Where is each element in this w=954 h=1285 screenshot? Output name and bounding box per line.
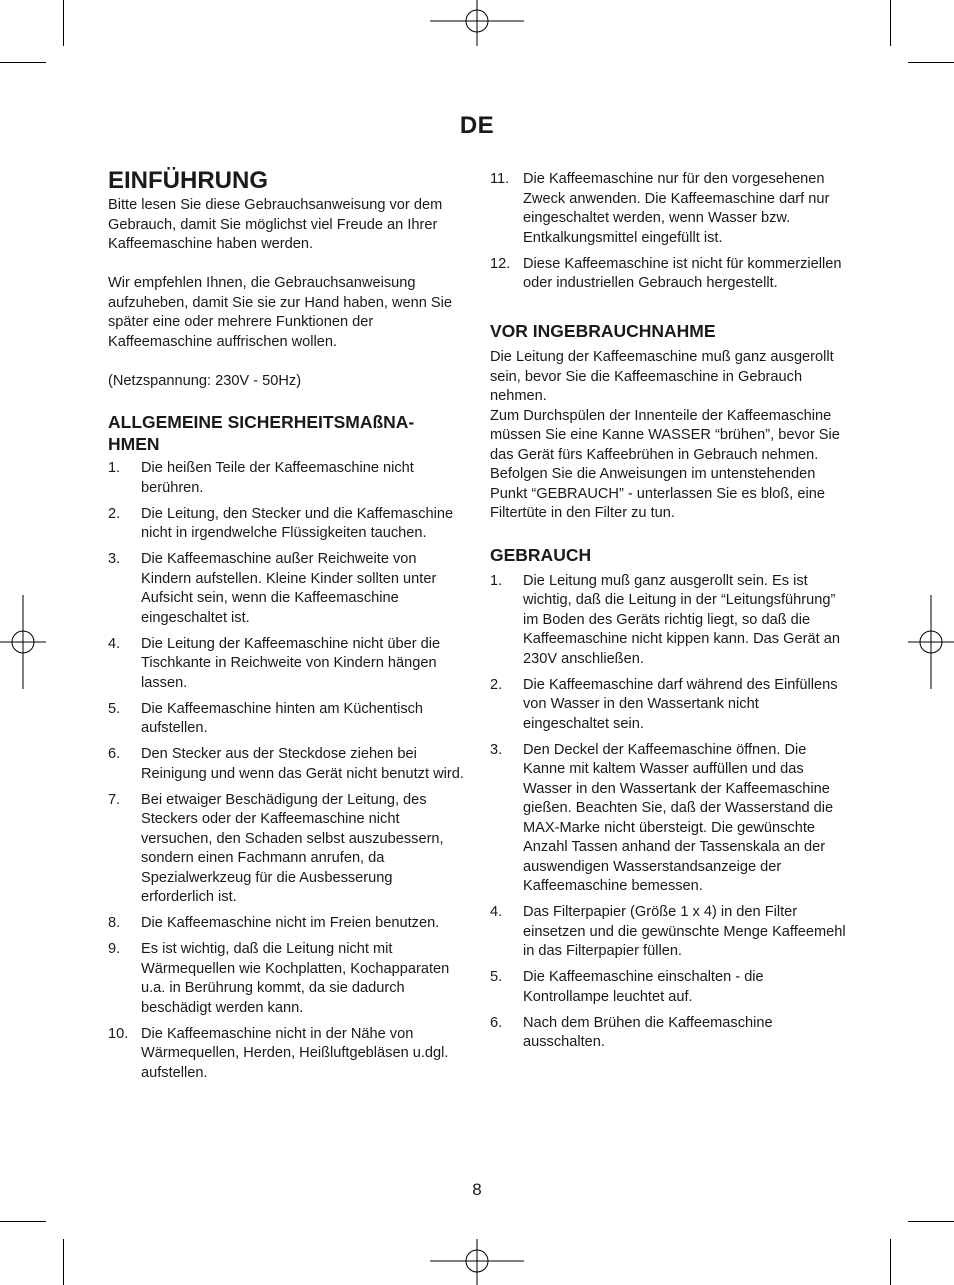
- list-item: 10. Die Kaffeemaschine nicht in der Nähe von Wärmequellen, Herden, Heißluftgebläsen u.dgl. aufstellen.: [108, 1025, 449, 1081]
- list-item: 9. Es ist wichtig, daß die Leitung nicht mit Wärmequellen wie Kochplatten, Kochapparaten u.a. in Berührung kommt, da sie dadurch beschädigt werden kann.: [108, 941, 450, 1016]
- right-column: [490, 170, 846, 1059]
- registration-mark-left: [0, 595, 46, 689]
- usage-list: [490, 572, 846, 1053]
- crop-mark: [890, 0, 891, 46]
- list-item: 5. Die Kaffeemaschine einschalten - die Kontrollampe leuchtet auf.: [490, 969, 764, 1005]
- left-column: [108, 166, 464, 1090]
- list-item: 1. Die Leitung muß ganz ausgerollt sein. Es ist wichtig, daß die Leitung in der “Leitungsführung” im Boden des Geräts richtig liegt, so daß die Kaffeemaschine nicht kippen kann. Das Gerät an 230V anschließen.: [490, 572, 840, 667]
- list-item: 11. Die Kaffeemaschine nur für den vorgesehenen Zweck anwenden. Die Kaffeemaschine darf nur eingeschaltet werden, wenn Wasser bzw. Entkalkungsmittel eingefüllt ist.: [490, 171, 830, 246]
- crop-mark: [890, 1239, 891, 1285]
- intro-paragraph: Bitte lesen Sie diese Gebrauchsanweisung vor dem Gebrauch, damit Sie möglichst viel Freude an Ihrer Kaffeemaschine haben werden.: [108, 197, 443, 252]
- before-use-heading: VOR INGEBRAUCHNAHME: [490, 321, 716, 341]
- crop-mark: [0, 1221, 46, 1222]
- voltage-note: (Netzspannung: 230V - 50Hz): [108, 372, 302, 389]
- list-item: 5. Die Kaffeemaschine hinten am Küchentisch aufstellen.: [108, 700, 424, 736]
- registration-mark-bottom: [430, 1239, 524, 1285]
- registration-mark-right: [908, 595, 954, 689]
- list-item: 6. Den Stecker aus der Steckdose ziehen bei Reinigung und wenn das Gerät nicht benutzt wird.: [108, 746, 464, 782]
- crop-mark: [63, 0, 64, 46]
- before-use-paragraph: Die Leitung der Kaffeemaschine muß ganz ausgerollt sein, bevor Sie die Kaffeemaschine in Gebrauch nehmen.: [490, 349, 834, 404]
- crop-mark: [908, 62, 954, 63]
- before-use-paragraph: Zum Durchspülen der Innenteile der Kaffeemaschine müssen Sie eine Kanne WASSER “brühen”, bevor Sie das Gerät fürs Kaffeebrühen in Gebrauch nehmen. Befolgen Sie die Anweisungen im untenstehenden Punkt “GEBRAUCH” - unterlassen Sie es bloß, eine Filtertüte in den Filter zu tun.: [490, 407, 840, 521]
- list-item: 12. Diese Kaffeemaschine ist nicht für kommerziellen oder industriellen Gebrauch hergestellt.: [490, 255, 842, 291]
- safety-list: [108, 459, 464, 1083]
- intro-title: EINFÜHRUNG: [108, 167, 268, 194]
- list-item: 3. Die Kaffeemaschine außer Reichweite von Kindern aufstellen. Kleine Kinder sollten unter Aufsicht sein, wenn die Kaffeemaschine eingeschaltet ist.: [108, 551, 437, 626]
- registration-mark-top: [430, 0, 524, 46]
- list-item: 7. Bei etwaiger Beschädigung der Leitung, des Steckers oder der Kaffeemaschine nicht versuchen, den Schaden selbst auszubessern, sondern einen Fachmann anrufen, da Spezialwerkzeug für die Ausbesserung erforderlich ist.: [108, 791, 444, 905]
- crop-mark: [63, 1239, 64, 1285]
- list-item: 8. Die Kaffeemaschine nicht im Freien benutzen.: [108, 915, 440, 931]
- language-code: DE: [459, 112, 495, 139]
- list-item: 2. Die Kaffeemaschine darf während des Einfüllens von Wasser in den Wassertank nicht eingeschaltet sein.: [490, 676, 838, 732]
- list-item: 3. Den Deckel der Kaffeemaschine öffnen. Die Kanne mit kaltem Wasser auffüllen und das Wasser in den Wassertank der Kaffeemaschine gießen. Beachten Sie, daß der Wasserstand die MAX-Marke nicht übersteigt. Die gewünschte Anzahl Tassen anhand der Tassenskala an der auswendigen Wasserstandsanzeige der Kaffeemaschine bemessen.: [490, 741, 834, 894]
- list-item: 2. Die Leitung, den Stecker und die Kaffemaschine nicht in irgendwelche Flüssigkeiten tauchen.: [108, 505, 454, 541]
- safety-list-continued: [490, 170, 846, 294]
- usage-heading: GEBRAUCH: [490, 544, 592, 565]
- list-item: 6. Nach dem Brühen die Kaffeemaschine ausschalten.: [490, 1014, 773, 1050]
- list-item: 1. Die heißen Teile der Kaffeemaschine nicht berühren.: [108, 460, 414, 496]
- page-number: 8: [472, 1180, 482, 1199]
- safety-heading: ALLGEMEINE SICHERHEITSMAßNA-HMEN: [108, 412, 415, 454]
- crop-mark: [908, 1221, 954, 1222]
- crop-mark: [0, 62, 46, 63]
- intro-paragraph: Wir empfehlen Ihnen, die Gebrauchsanweisung aufzuheben, damit Sie sie zur Hand haben, wenn Sie später eine oder mehrere Funktionen der Kaffeemaschine auffrischen wollen.: [108, 275, 452, 350]
- list-item: 4. Die Leitung der Kaffeemaschine nicht über die Tischkante in Reichweite von Kindern hängen lassen.: [108, 635, 441, 691]
- list-item: 4. Das Filterpapier (Größe 1 x 4) in den Filter einsetzen und die gewünschte Menge Kaffeemehl in das Filterpapier füllen.: [490, 904, 846, 959]
